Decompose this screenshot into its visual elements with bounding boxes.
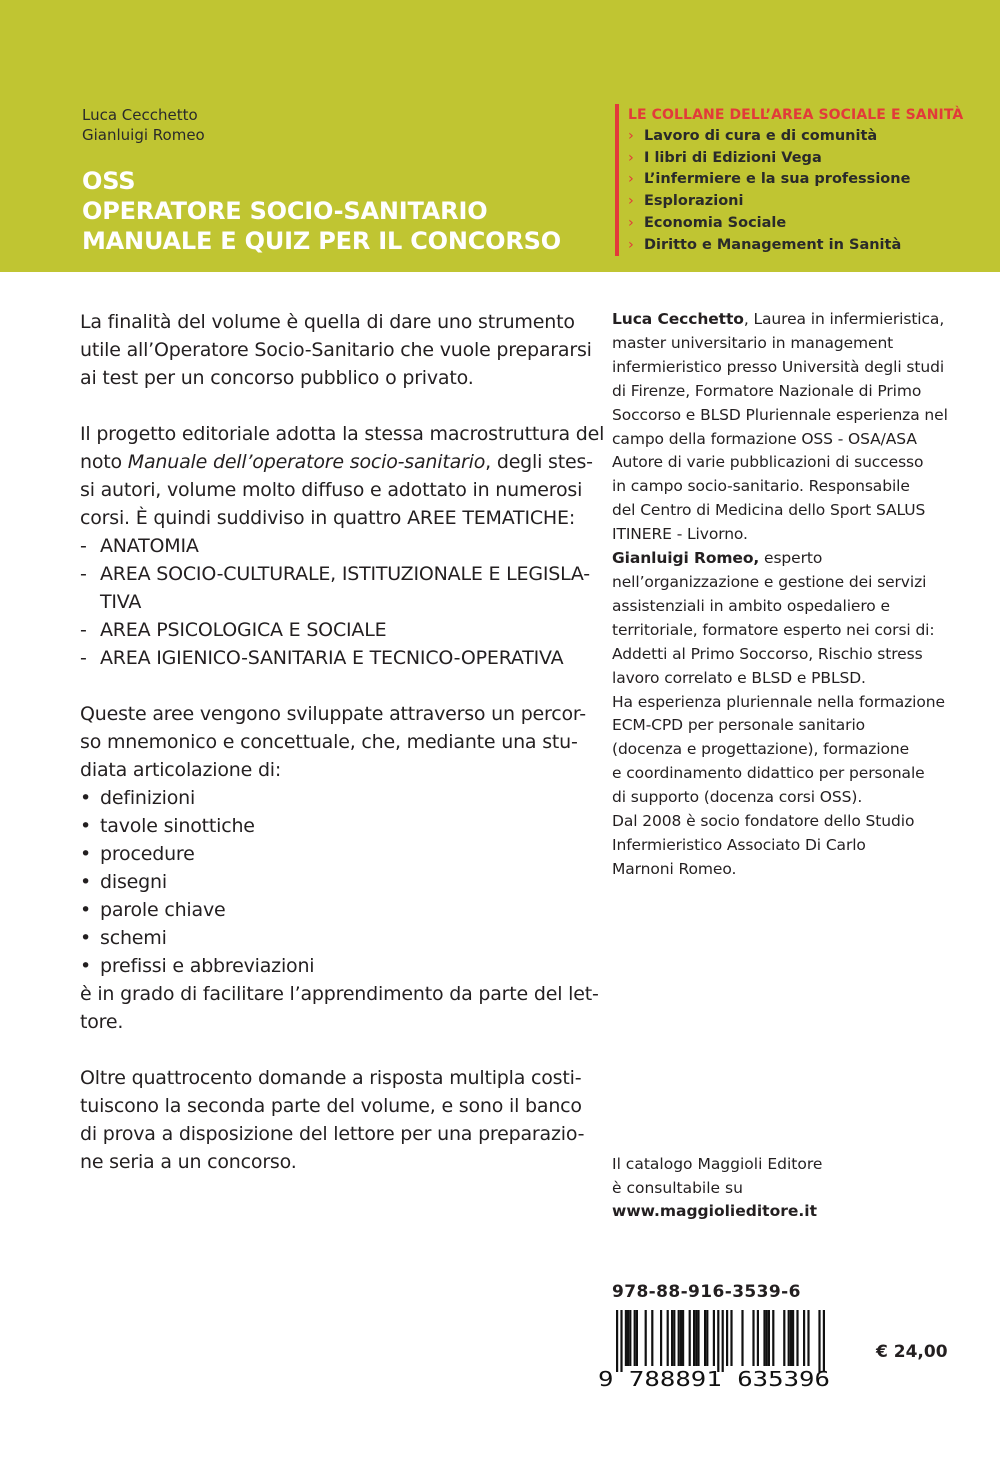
dash-marker: - (80, 619, 87, 641)
barcode-digits: 9 788891 635396 (598, 1367, 830, 1390)
author-name: Gianluigi Romeo (82, 126, 205, 144)
barcode-bar (625, 1310, 627, 1366)
barcode-bar (693, 1310, 695, 1366)
area-item (80, 616, 565, 644)
bio-line: di Firenze, Formatore Nazionale di Primo (612, 381, 922, 400)
series-item (628, 126, 988, 148)
barcode-bar (651, 1310, 653, 1366)
bio-line: Soccorso e BLSD Pluriennale esperienza nel (612, 405, 948, 424)
barcode-bar (645, 1310, 647, 1366)
bullet-marker: • (80, 843, 92, 865)
dash-marker: - (80, 647, 87, 669)
text-line: è in grado di facilitare l’apprendimento da parte del let- (80, 983, 599, 1005)
text-line: si autori, volume molto diffuso e adottato in numerosi (80, 479, 583, 501)
chevron-right-icon: › (628, 214, 634, 231)
bio-line: Ha esperienza pluriennale nella formazione (612, 692, 945, 711)
text-fragment: noto (80, 451, 128, 473)
barcode-bar (722, 1310, 724, 1372)
bullet-marker: • (80, 787, 92, 809)
text-line: ai test per un concorso pubblico o privato. (80, 367, 474, 389)
barcode-bar (741, 1310, 743, 1366)
barcode-bar (792, 1310, 794, 1366)
barcode-bar (689, 1310, 691, 1366)
catalog-line: Il catalogo Maggioli Editore (612, 1155, 823, 1173)
bio-line: infermieristico presso Università degli studi (612, 357, 945, 376)
barcode-bar (807, 1310, 809, 1366)
header-authors (82, 105, 205, 145)
tool-label: parole chiave (100, 899, 226, 921)
barcode-bar (768, 1310, 770, 1366)
series-item (628, 213, 988, 235)
barcode-bar (697, 1310, 699, 1366)
bio-line: Addetti al Primo Soccorso, Rischio stress (612, 644, 923, 663)
title-line: OSS (82, 167, 136, 195)
barcode-bar (713, 1310, 715, 1366)
tool-item (80, 952, 565, 980)
barcode-bar (634, 1310, 636, 1366)
chevron-right-icon: › (628, 236, 634, 253)
paragraph-method (80, 700, 599, 1036)
bio-line: Infermieristico Associato Di Carlo (612, 835, 866, 854)
series-item (628, 191, 988, 213)
area-item (80, 644, 565, 672)
text-line: di prova a disposizione del lettore per una preparazio- (80, 1123, 585, 1145)
bio-line: del Centro di Medicina dello Sport SALUS (612, 501, 926, 520)
barcode (598, 1310, 834, 1390)
bio-line: lavoro correlato e BLSD e PBLSD. (612, 668, 866, 687)
series-item (628, 169, 988, 191)
barcode-bar (671, 1310, 673, 1366)
series-item (628, 148, 988, 170)
tool-item (80, 896, 565, 924)
bullet-marker: • (80, 815, 92, 837)
isbn-number: 978-88-916-3539-6 (612, 1282, 801, 1302)
bullet-marker: • (80, 871, 92, 893)
catalog-note (612, 1153, 822, 1224)
text-line: diata articolazione di: (80, 759, 282, 781)
author-bio-name: Gianluigi Romeo, (612, 549, 760, 568)
book-description (80, 308, 605, 1176)
bio-line (612, 308, 945, 332)
catalog-url[interactable]: www.maggiolieditore.it (612, 1202, 817, 1220)
bio-line: territoriale, formatore esperto nei corsi di: (612, 620, 935, 639)
barcode-bar (726, 1310, 728, 1366)
barcode-bar (627, 1310, 629, 1366)
dash-marker: - (80, 563, 87, 585)
area-label: AREA IGIENICO-SANITARIA E TECNICO-OPERATIVA (100, 647, 564, 669)
barcode-bar (667, 1310, 669, 1366)
barcode-bar (616, 1310, 618, 1372)
barcode-bar (717, 1310, 719, 1372)
dash-marker: - (80, 535, 87, 557)
bullet-marker: • (80, 899, 92, 921)
author-bios (612, 308, 948, 882)
area-item (80, 560, 590, 588)
paragraph-structure (80, 420, 605, 672)
barcode-bar (636, 1310, 638, 1366)
barcode-bar (757, 1310, 759, 1366)
bio-line: Autore di varie pubblicazioni di successo (612, 453, 924, 472)
text-fragment: esperto (759, 549, 823, 568)
chevron-right-icon: › (628, 193, 634, 210)
text-line: Queste aree vengono sviluppate attraverso un percor- (80, 703, 586, 725)
series-item-label: L’infermiere e la sua professione (644, 171, 911, 188)
barcode-bar (823, 1310, 825, 1372)
text-line: Il progetto editoriale adotta la stessa macrostruttura del (80, 423, 605, 445)
tool-item (80, 868, 565, 896)
barcode-bar (706, 1310, 708, 1366)
barcode-bar (783, 1310, 785, 1366)
barcode-bar (818, 1310, 820, 1372)
text-line: Oltre quattrocento domande a risposta multipla costi- (80, 1067, 582, 1089)
title-line: MANUALE E QUIZ PER IL CONCORSO (82, 227, 561, 255)
tool-label: tavole sinottiche (100, 815, 255, 837)
bio-line: in campo socio-sanitario. Responsabile (612, 477, 910, 496)
barcode-bar (752, 1310, 754, 1366)
series-item-label: Diritto e Management in Sanità (644, 236, 902, 253)
barcode-bar (629, 1310, 631, 1366)
barcode-bar (730, 1310, 732, 1366)
chevron-right-icon: › (628, 128, 634, 144)
bio-line: nell’organizzazione e gestione dei servizi (612, 572, 927, 591)
area-label: AREA PSICOLOGICA E SOCIALE (100, 619, 387, 641)
barcode-bar (678, 1310, 680, 1366)
series-heading: LE COLLANE DELL’AREA SOCIALE E SANITÀ (628, 107, 964, 123)
tool-item (80, 924, 565, 952)
bio-line: assistenziali in ambito ospedaliero e (612, 596, 890, 615)
author-bio-name: Luca Cecchetto (612, 310, 744, 328)
area-item (80, 532, 565, 560)
bullet-marker: • (80, 955, 92, 977)
area-label: AREA SOCIO-CULTURALE, ISTITUZIONALE E LEGISLA- (100, 563, 590, 585)
bio-line (612, 547, 942, 571)
chevron-right-icon: › (628, 171, 634, 188)
series-item-label: Esplorazioni (644, 193, 744, 210)
tool-item (80, 812, 565, 840)
barcode-bar (660, 1310, 662, 1366)
bio-line: campo della formazione OSS - OSA/ASA (612, 429, 917, 448)
paragraph-quiz (80, 1064, 585, 1176)
bio-line: di supporto (docenza corsi OSS). (612, 788, 863, 807)
manual-title: Manuale dell’operatore socio-sanitario (127, 451, 486, 473)
area-label-continuation: TIVA (100, 591, 142, 613)
barcode-bar (682, 1310, 684, 1366)
bio-line: ITINERE - Livorno. (612, 525, 748, 544)
tool-label: schemi (100, 927, 167, 949)
text-line: utile all’Operatore Socio-Sanitario che vuole prepararsi (80, 339, 592, 361)
title-line: OPERATORE SOCIO-SANITARIO (82, 197, 488, 225)
chevron-right-icon: › (628, 149, 634, 166)
tool-label: procedure (100, 843, 195, 865)
barcode-bar (673, 1310, 675, 1366)
text-line: tore. (80, 1011, 124, 1033)
tool-label: disegni (100, 871, 167, 893)
text-line: so mnemonico e concettuale, che, mediante una stu- (80, 731, 578, 753)
barcode-bar (620, 1310, 622, 1372)
series-item-label: Economia Sociale (644, 214, 787, 231)
series-list (615, 104, 988, 256)
book-title (82, 166, 561, 256)
barcode-bar (790, 1310, 792, 1366)
series-item-label: Lavoro di cura e di comunità (644, 128, 878, 144)
tool-label: prefissi e abbreviazioni (100, 955, 315, 977)
barcode-bar (704, 1310, 706, 1366)
bullet-marker: • (80, 927, 92, 949)
header-band (0, 0, 1000, 272)
text-line: tuiscono la seconda parte del volume, e sono il banco (80, 1095, 582, 1117)
text-fragment: , degli stes- (485, 451, 593, 473)
barcode-bar (772, 1310, 774, 1366)
tool-item (80, 840, 565, 868)
barcode-bar (763, 1310, 765, 1366)
text-line: La finalità del volume è quella di dare uno strumento (80, 311, 575, 333)
text-line: corsi. È quindi suddiviso in quattro AREE TEMATICHE: (80, 507, 576, 529)
catalog-line: è consultabile su (612, 1178, 743, 1197)
price: € 24,00 (876, 1342, 948, 1362)
bio-line: Dal 2008 è socio fondatore dello Studio (612, 812, 915, 831)
paragraph-intro (80, 308, 592, 392)
bio-line: Marnoni Romeo. (612, 859, 737, 878)
bio-line: ECM-CPD per personale sanitario (612, 716, 866, 735)
text-fragment: , Laurea in infermieristica, (743, 310, 945, 328)
text-line (80, 448, 593, 476)
area-label: ANATOMIA (100, 535, 199, 557)
series-item-label: I libri di Edizioni Vega (644, 149, 822, 166)
author-name: Luca Cecchetto (82, 106, 198, 124)
barcode-bar (788, 1310, 790, 1366)
bio-line: e coordinamento didattico per personale (612, 764, 925, 783)
tool-label: definizioni (100, 787, 196, 809)
barcode-bar (680, 1310, 682, 1366)
barcode-bar (766, 1310, 768, 1366)
bio-line: (docenza e progettazione), formazione (612, 740, 910, 759)
text-line: ne seria a un concorso. (80, 1151, 297, 1173)
tool-item (80, 784, 565, 812)
bio-line: master universitario in management (612, 333, 894, 352)
series-item (628, 235, 988, 257)
barcode-bar (695, 1310, 697, 1366)
barcode-bar (796, 1310, 798, 1366)
barcode-bar (803, 1310, 805, 1366)
